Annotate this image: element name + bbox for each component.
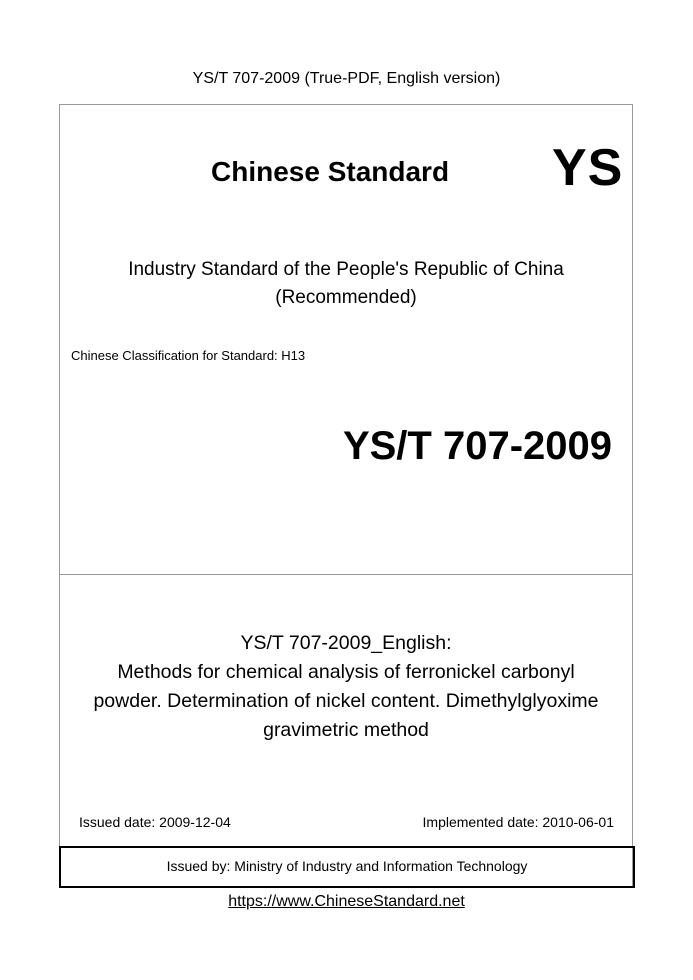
website-link[interactable]: https://www.ChineseStandard.net [228,893,465,910]
document-title-line: powder. Determination of nickel content. Dimethylglyoxime [93,690,599,712]
running-title: YS/T 707-2009 (True-PDF, English version) [192,70,501,87]
issuer-text: Issued by: Ministry of Industry and Information Technology [166,858,528,874]
cover-frame [59,104,633,888]
document-title-line: gravimetric method [263,719,429,741]
classification-label: Chinese Classification for Standard: H13 [71,348,306,363]
brand-code: YS [552,139,624,197]
document-title-line: YS/T 707-2009_English: [240,632,452,654]
subtitle-line-1: Industry Standard of the People's Republic of China [128,259,564,280]
brand-title: Chinese Standard [211,156,450,187]
issued-date: Issued date: 2009-12-04 [79,814,231,830]
document-title [59,629,633,745]
issuer-box [59,846,635,888]
implemented-date: Implemented date: 2010-06-01 [422,814,614,830]
standard-number: YS/T 707-2009 [342,424,612,468]
section-divider [59,574,633,575]
document-title-line: Methods for chemical analysis of ferronickel carbonyl [117,661,575,683]
subtitle-line-2: (Recommended) [275,287,417,308]
